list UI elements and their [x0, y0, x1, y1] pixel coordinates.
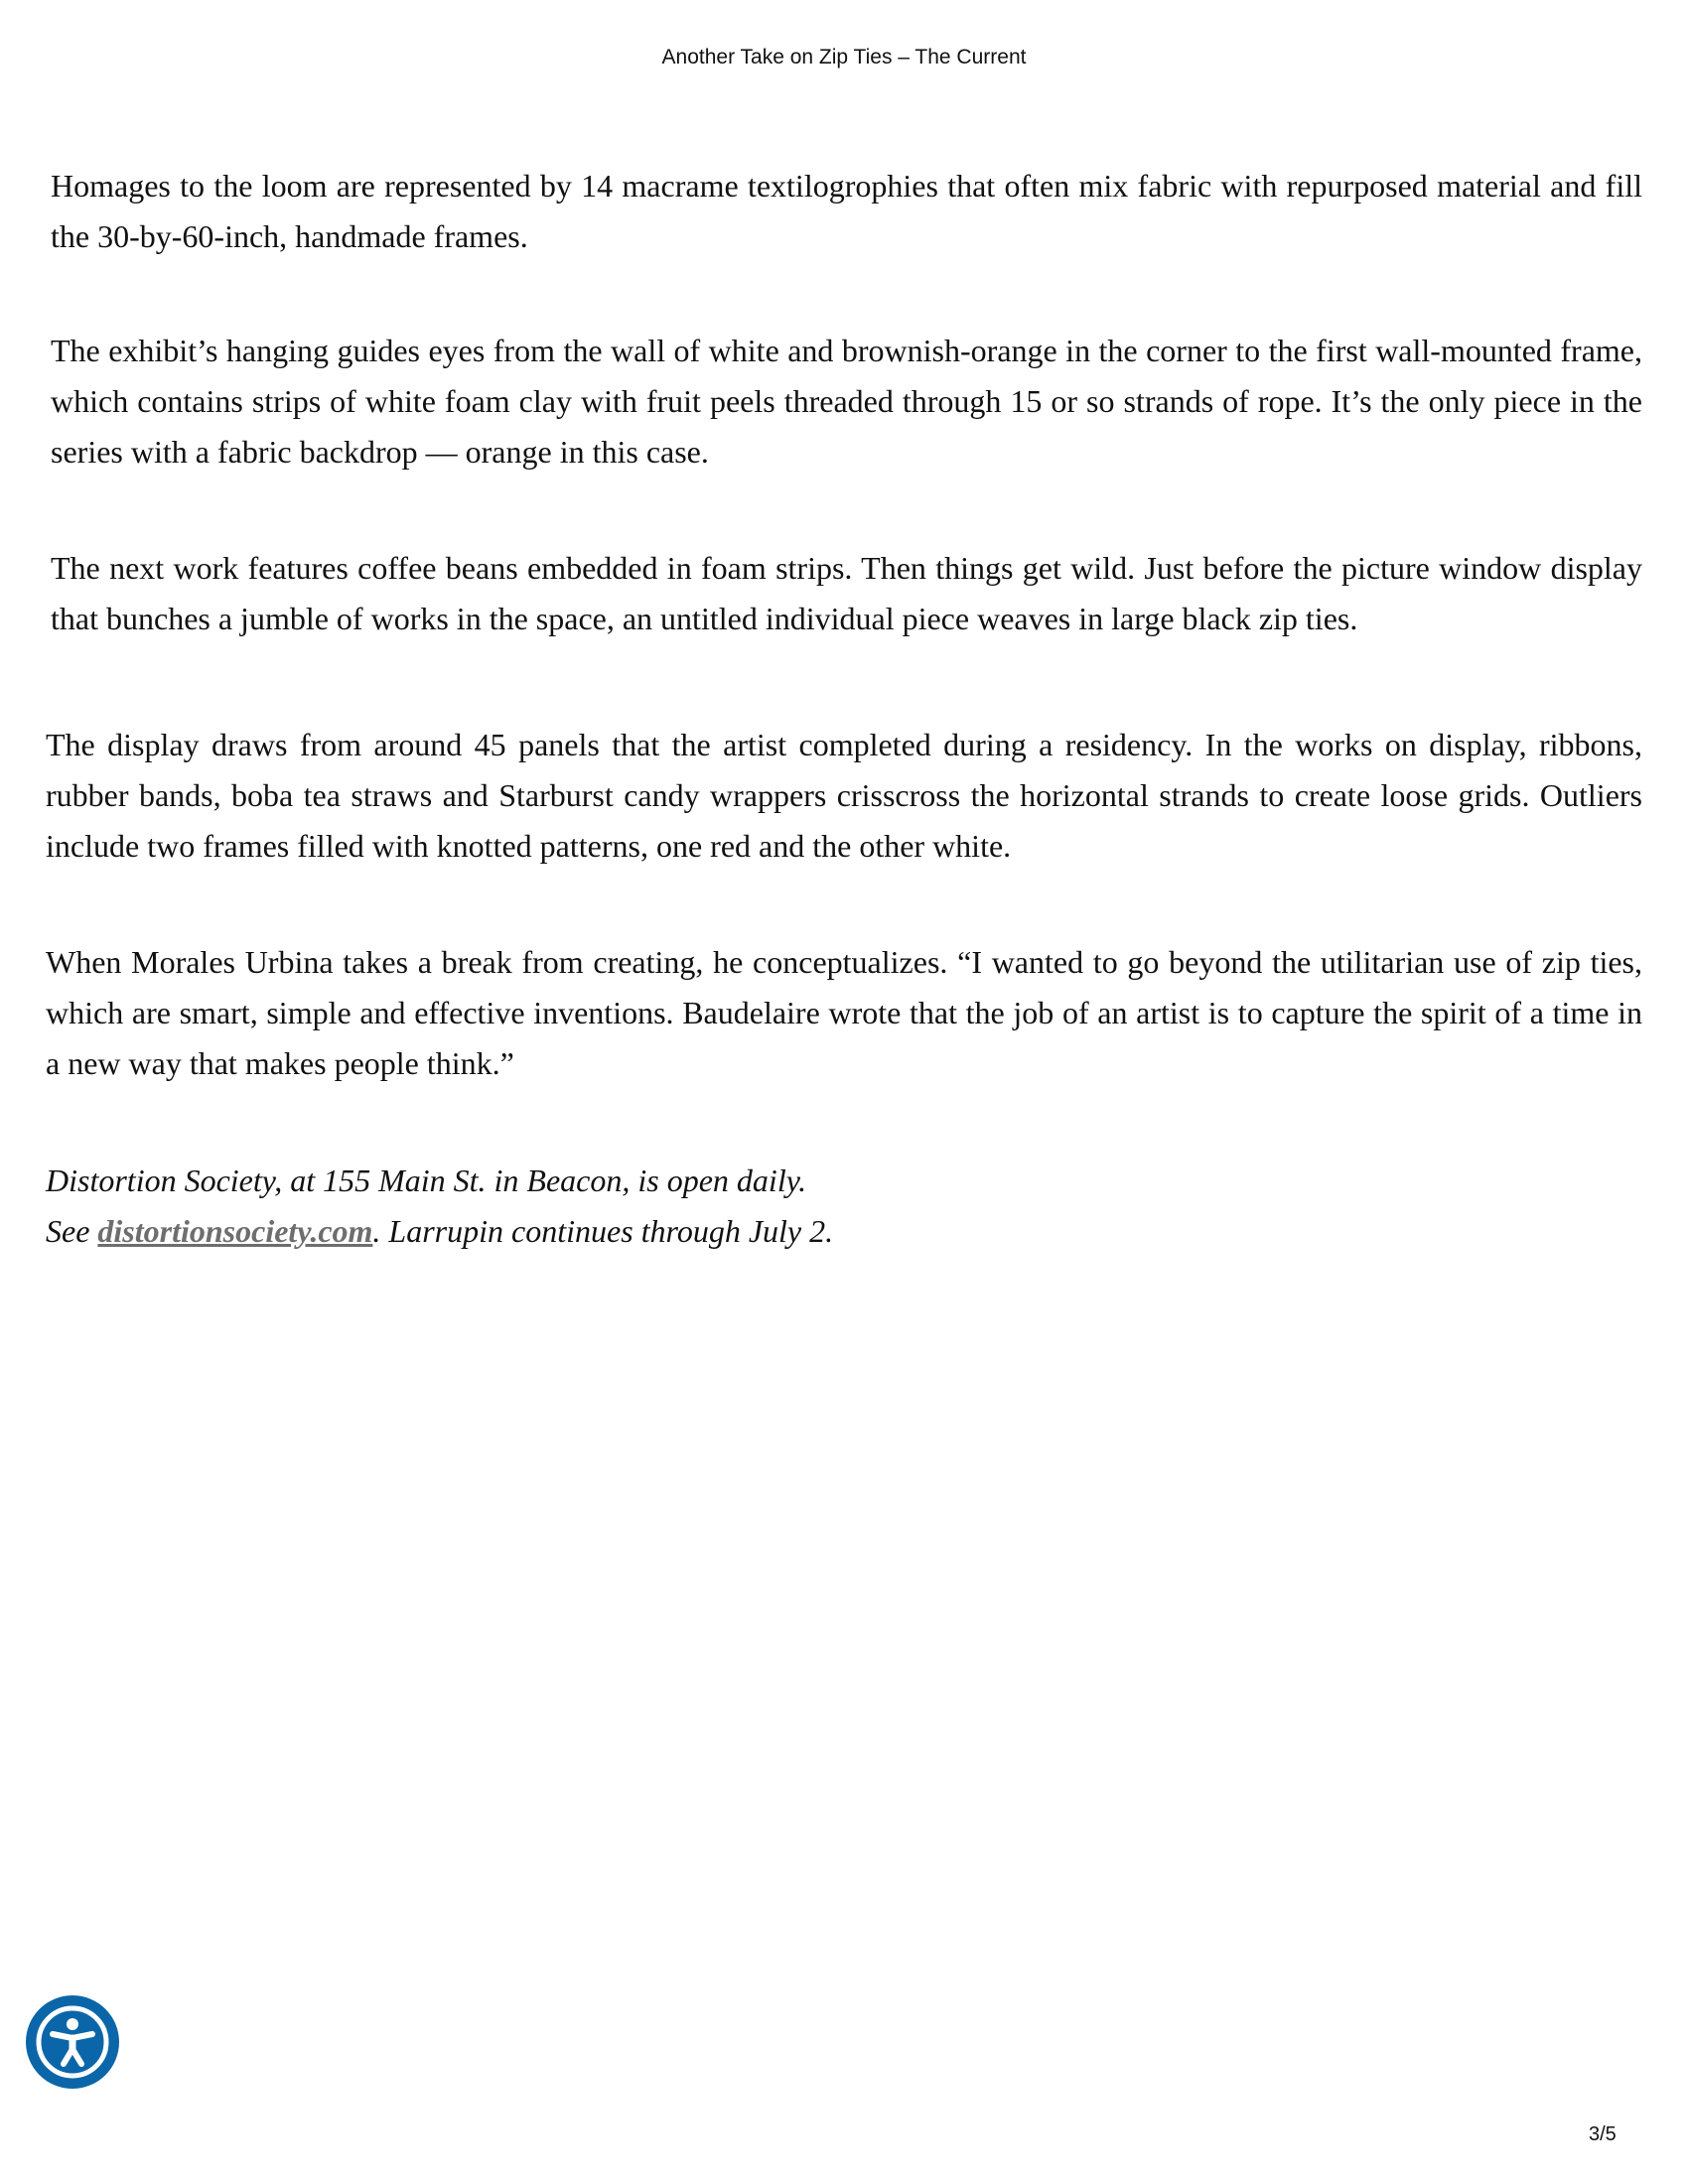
exhibit-link-suffix: . Larrupin continues through July 2. [372, 1213, 834, 1249]
accessibility-button[interactable] [26, 1995, 119, 2089]
accessibility-icon [33, 2002, 112, 2082]
distortion-society-link[interactable]: distortionsociety.com [97, 1213, 373, 1249]
page-number: 3/5 [1589, 2123, 1617, 2145]
exhibit-link-prefix: See [46, 1213, 98, 1249]
exhibit-link-line [46, 1206, 1436, 1257]
exhibit-venue-line: Distortion Society, at 155 Main St. in Beacon, is open daily. [46, 1162, 807, 1198]
article-paragraph: Homages to the loom are represented by 14 macrame textilogrophies that often mix fabric with repurposed material and fill the 30-by-60-inch, handmade frames. [51, 168, 1642, 254]
running-header-title: Another Take on Zip Ties – The Current [661, 46, 1027, 68]
article-paragraph: The display draws from around 45 panels that the artist completed during a residency. In the works on display, ribbons, rubber bands, boba tea straws and Starburst candy wrappers crisscross the horizontal strands to create loose grids. Outliers include two frames filled with knotted patterns, one red and the other white. [46, 727, 1642, 864]
article-paragraph: When Morales Urbina takes a break from creating, he conceptualizes. “I wanted to go beyond the utilitarian use of zip ties, which are smart, simple and effective inventions. Baudelaire wrote that the job of an artist is to capture the spirit of a time in a new way that makes people think.” [46, 944, 1642, 1081]
article-paragraph: The next work features coffee beans embedded in foam strips. Then things get wild. Just before the picture window display that bunches a jumble of works in the space, an untitled individual piece weaves in large black zip ties. [51, 550, 1642, 636]
exhibit-info [46, 1156, 1436, 1257]
article-paragraph: The exhibit’s hanging guides eyes from the wall of white and brownish-orange in the corner to the first wall-mounted frame, which contains strips of white foam clay with fruit peels threaded through 15 or so strands of rope. It’s the only piece in the series with a fabric backdrop — orange in this case. [51, 333, 1642, 470]
